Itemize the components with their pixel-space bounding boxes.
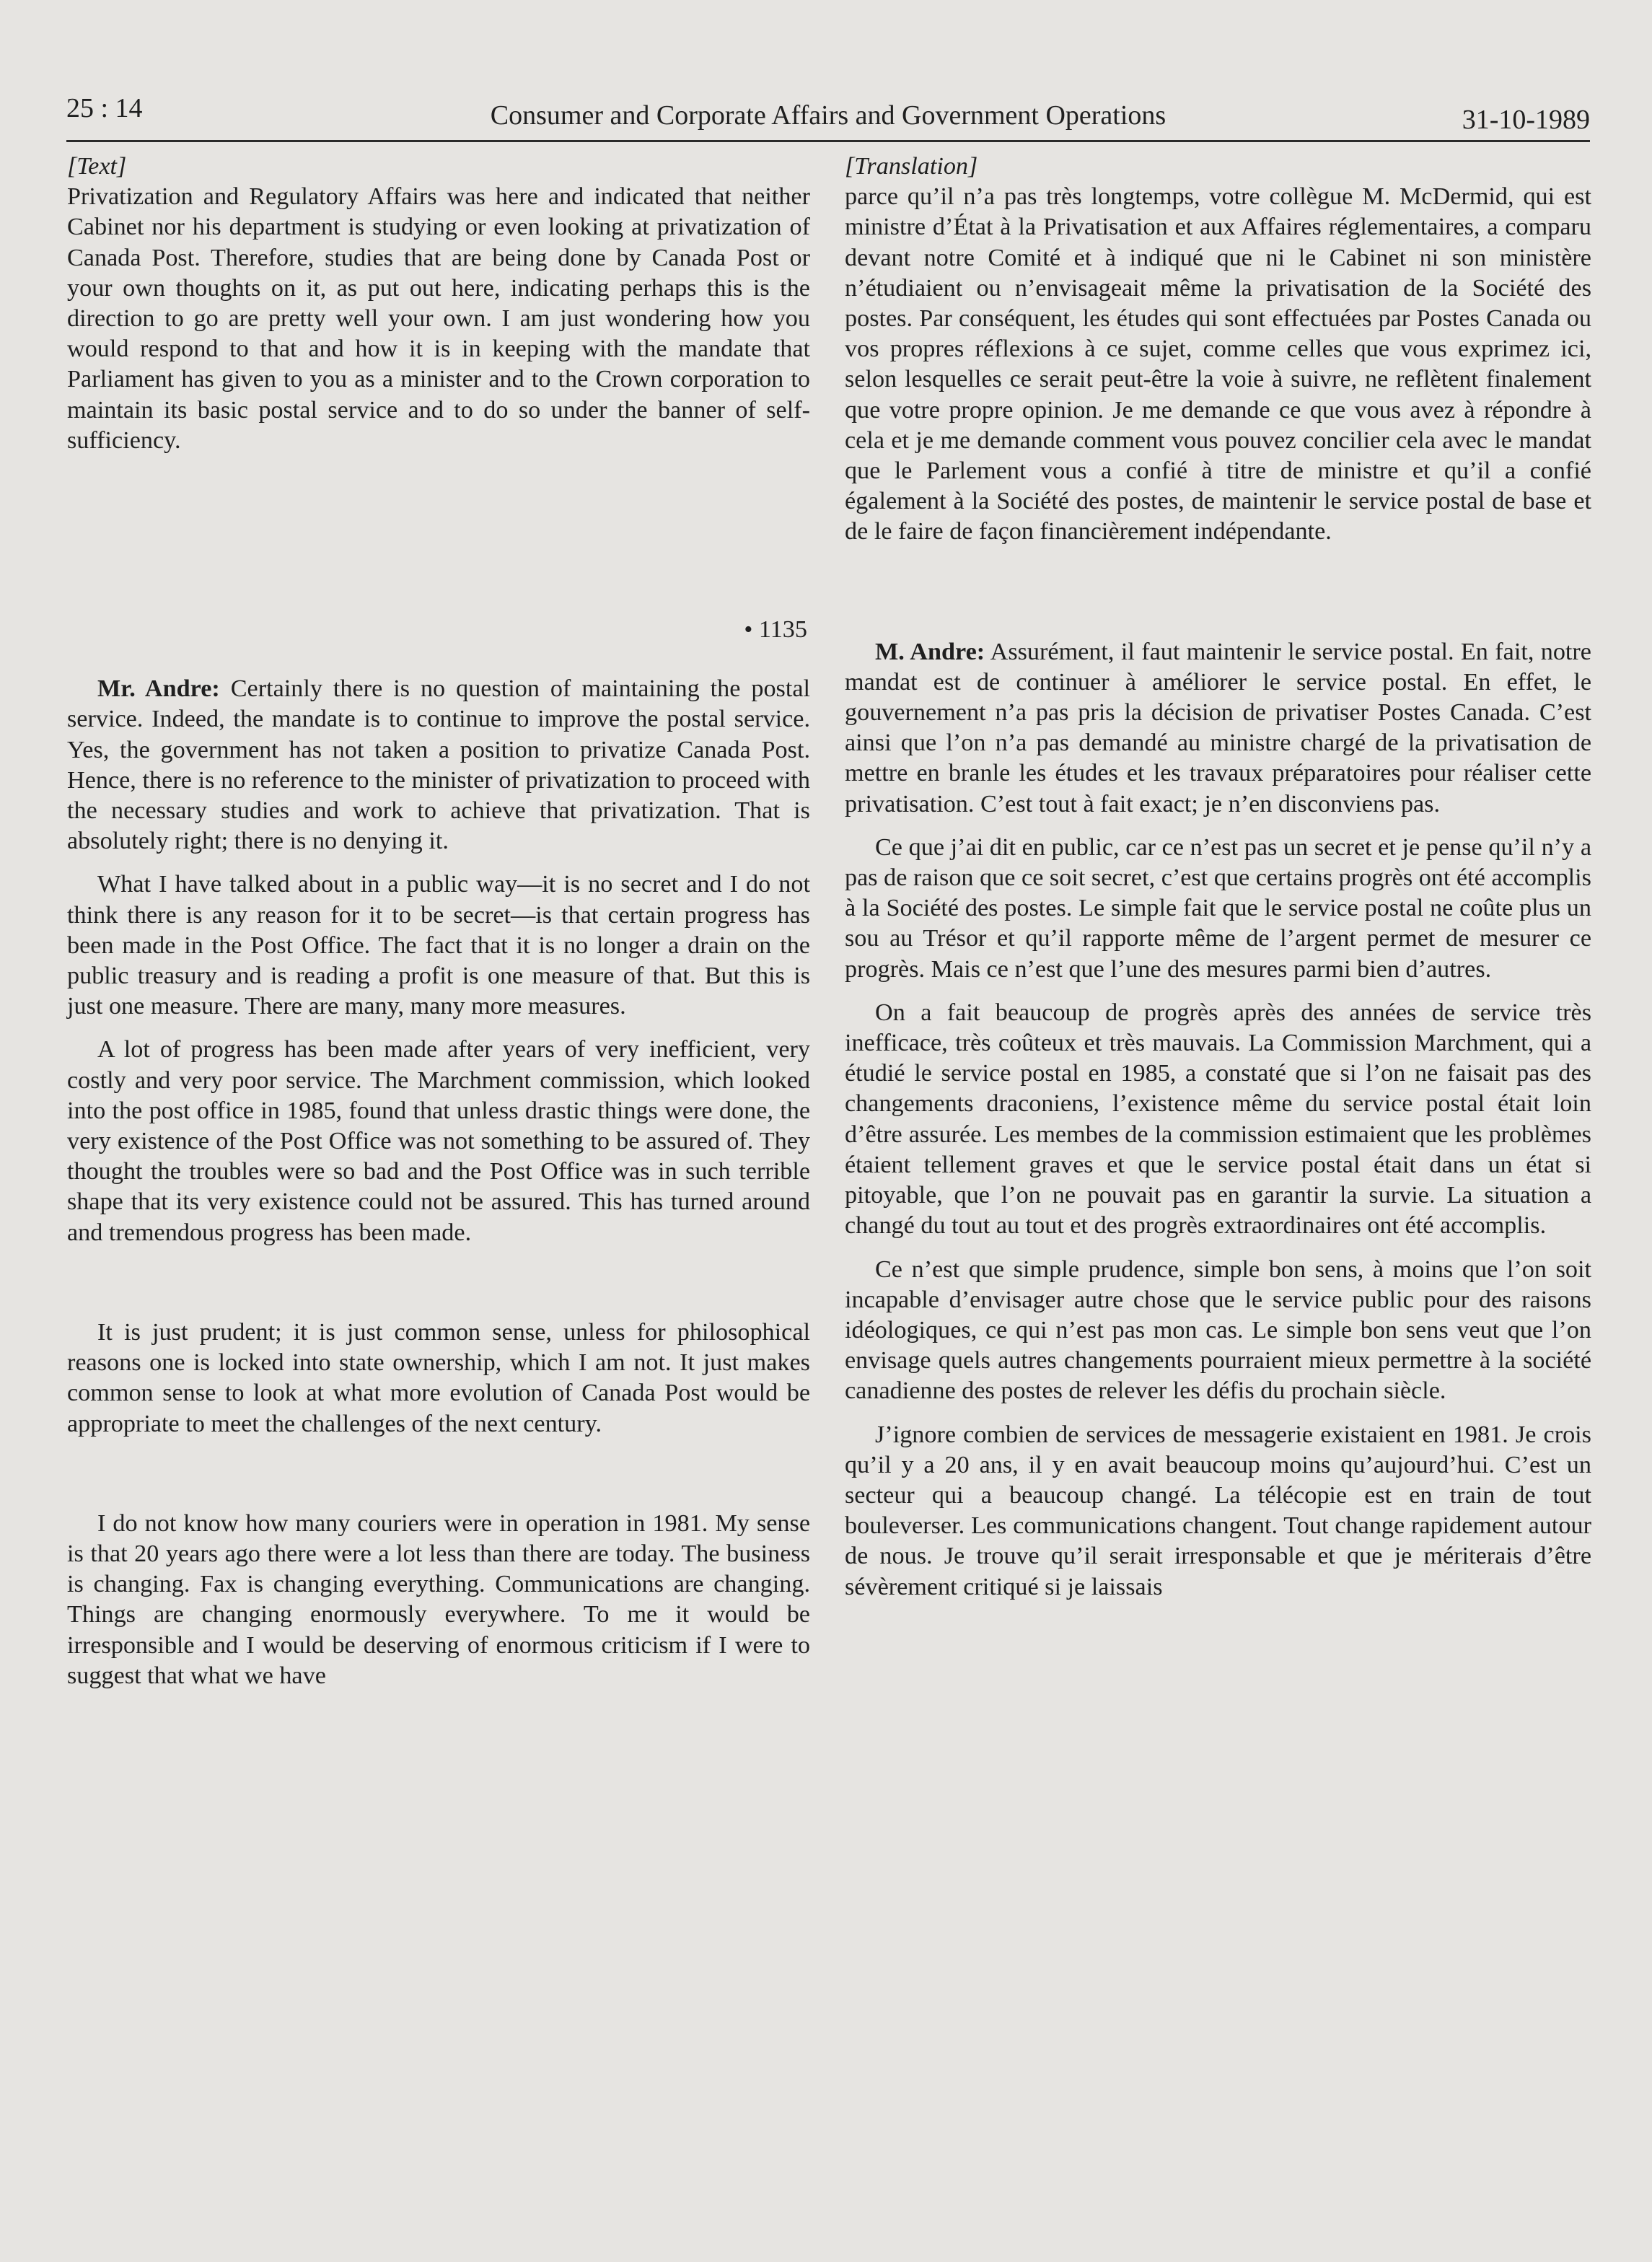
french-column: [845, 152, 1591, 1603]
english-para-2-text: Certainly there is no question of maintaining the postal service. Indeed, the mandate is to continue to improve the postal service. Yes, the government has not taken a position to privatize Canada Post. Hence, there is no reference to the minister of privatization to proceed with the necessary studies and work to achieve that privatization. That is absolutely right; there is no denying it.: [67, 675, 811, 855]
translation-tag: [Translation]: [845, 153, 978, 180]
english-para-1: Privatization and Regulatory Affairs was here and indicated that neither Cabinet nor his department is studying or even looking at privatization of Canada Post. Therefore, studies that are being done by Canada Post or your own thoughts on it, as put out here, indicating perhaps this is the direction to go are pretty well your own. I am just wondering how you would respond to that and how it is in keeping with the mandate that Parliament has given to you as a minister and to the Crown corporation to maintain its basic postal service and to do so under the banner of self-sufficiency.: [67, 183, 810, 454]
speaker-label: Mr. Andre:: [97, 675, 220, 703]
english-para-3: What I have talked about in a public way—it is no secret and I do not think there is any reason for it to be secret—is that certain progress has been made in the Post Office. The fact that it is no longer a drain on the public treasury and is reading a profit is one measure of that. But this is just one measure. There are many, many more measures.: [67, 871, 810, 1020]
english-column: [67, 152, 810, 1691]
french-para-6: J’ignore combien de services de messagerie existaient en 1981. Je crois qu’il y a 20 ans, il y en avait beaucoup moins qu’aujourd’hui. C’est un secteur qui a beaucoup changé. La télécopie est en train de tout bouleverser. Les communications changent. Tout change rapidement autour de nous. Je trouve qu’il serait irresponsable et que je mériterais d’être sévèrement critiqué si je laissais: [845, 1421, 1591, 1600]
speaker-label-fr: M. Andre:: [875, 638, 985, 665]
french-para-1: parce qu’il n’a pas très longtemps, votre collègue M. McDermid, qui est ministre d’État à la Privatisation et aux Affaires réglementaires, a comparu devant notre Comité et à indiqué que ni le Cabinet ni son ministère n’étudiaient ou n’envisageait même la privatisation de la Société des postes. Par conséquent, les études qui sont effectuées par Postes Canada ou vos propres réflexions à ce sujet, comme celles que vous exprimez ici, selon lesquelles ce serait peut-être la voie à suivre, ne reflètent finalement que votre propre opinion. Je me demande ce que vous avez à répondre à cela et je me demande comment vous pouvez concilier cela avec le mandat que le Parlement vous a confié à titre de ministre et qu’il a confié également à la Société des postes, de maintenir le service postal de base et de le faire de façon financièrement indépendante.: [845, 183, 1591, 545]
english-para-2: [67, 674, 810, 856]
french-para-5: Ce n’est que simple prudence, simple bon sens, à moins que l’on soit incapable d’envisager autre chose que le service public pour des raisons idéologiques, ce qui n’est pas mon cas. Le simple bon sens veut que l’on envisage quels autres changements pourraient mieux permettre à la société canadienne des postes de relever les défis du prochain siècle.: [845, 1255, 1591, 1405]
french-para-3: Ce que j’ai dit en public, car ce n’est pas un secret et je pense qu’il n’y a pas de raison que ce soit secret, c’est que certains progrès ont été accomplis à la Société des postes. Le simple fait que le service postal ne coûte plus un sou au Trésor et qu’il rapporte même de l’argent permet de mesurer ce progrès. Mais ce n’est que l’une des mesures parmi bien d’autres.: [845, 833, 1591, 983]
english-para-5: It is just prudent; it is just common sense, unless for philosophical reasons one is locked into state ownership, which I am not. It just makes common sense to look at what more evolution of Canada Post would be appropriate to meet the challenges of the next century.: [67, 1318, 810, 1437]
english-para-4: A lot of progress has been made after years of very inefficient, very costly and very poor service. The Marchment commission, which looked into the post office in 1985, found that unless drastic things were done, the very existence of the Post Office was not something to be assured of. They thought the troubles were so bad and the Post Office was in such terrible shape that its very existence could not be assured. This has turned around and tremendous progress has been made.: [67, 1036, 810, 1246]
french-para-2: [845, 637, 1591, 820]
committee-title: Consumer and Corporate Affairs and Government Operations: [490, 100, 1166, 131]
french-para-4: On a fait beaucoup de progrès après des années de service très inefficace, très coûteux et très mauvais. La Commission Marchment, qui a étudié le service postal en 1985, a constaté que si l’on ne faisait pas des changements draconiens, l’existence même du service postal était loin d’être assurée. Les membes de la commission estimaient que les problèmes étaient tellement graves et que le service postal était dans un état si pitoyable, que l’on ne pouvait pas en garantir la survie. La situation a changé du tout au tout et des progrès extraordinaires ont été accomplis.: [845, 999, 1591, 1240]
time-marker: • 1135: [744, 616, 807, 644]
text-tag: [Text]: [67, 153, 127, 180]
header-date: 31-10-1989: [1462, 105, 1590, 135]
french-para-2-text: Assurément, il faut maintenir le service postal. En fait, notre mandat est de continuer à améliorer le service postal. En effet, le gouvernement n’a pas pris la décision de privatiser Postes Canada. C’est ainsi que l’on n’a pas demandé au ministre chargé de la privatisation de mettre en branle les études et les travaux préparatoires pour réaliser cette privatisation. C’est tout à fait exact; je n’en disconviens pas.: [845, 638, 1591, 817]
english-para-6: I do not know how many couriers were in operation in 1981. My sense is that 20 years ago there were a lot less than there are today. The business is changing. Fax is changing everything. Communications are changing. Things are changing enormously everywhere. To me it would be irresponsible and I would be deserving of enormous criticism if I were to suggest that what we have: [67, 1509, 810, 1689]
page-number: 25 : 14: [66, 93, 143, 123]
page-header: [66, 85, 1590, 142]
